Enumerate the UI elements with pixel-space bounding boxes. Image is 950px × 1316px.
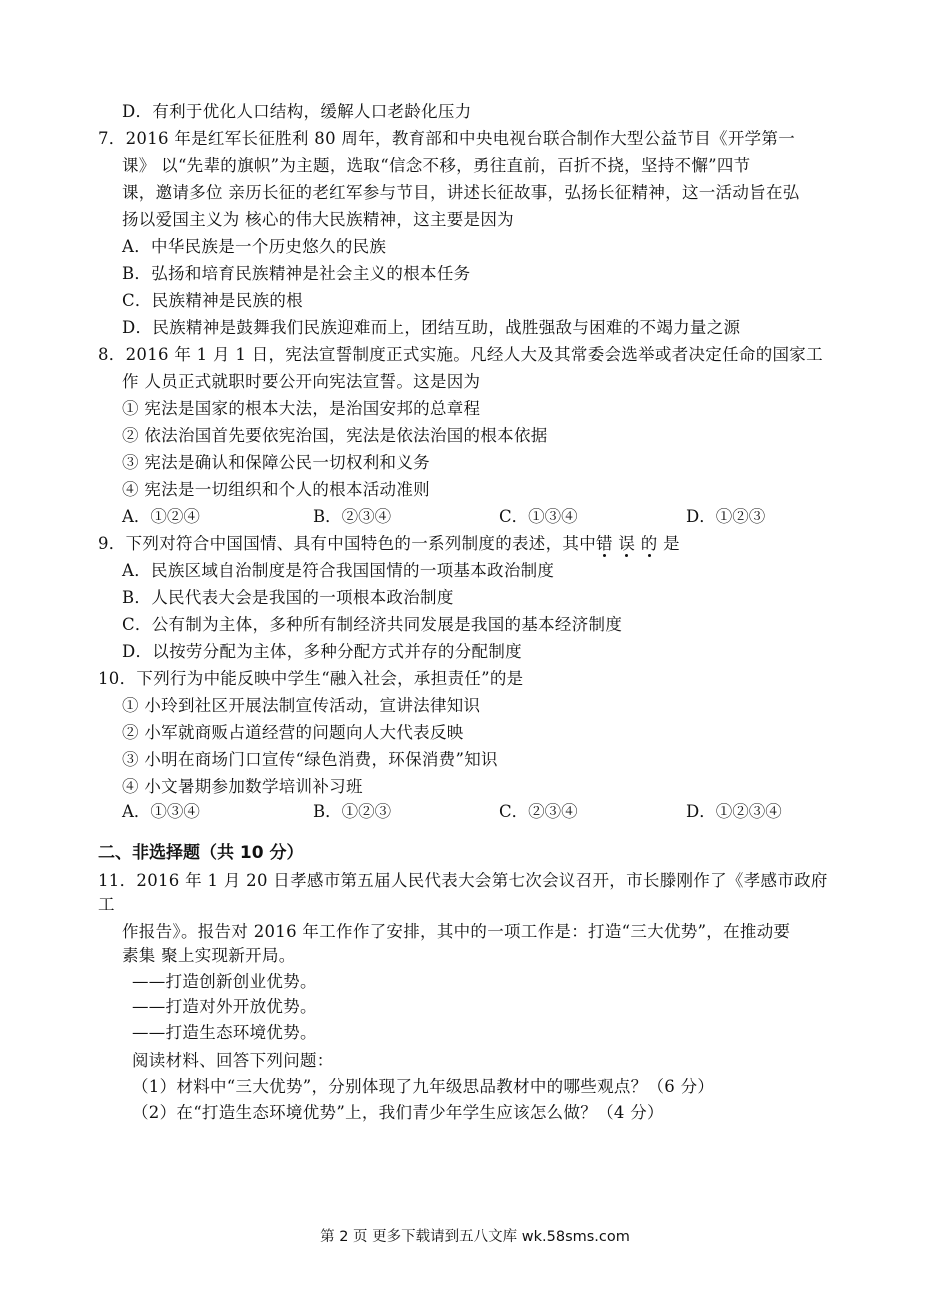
q8-choice-d: D．①②③ (686, 507, 766, 526)
q9-option-a: A．民族区域自治制度是符合我国国情的一项基本政治制度 (122, 561, 555, 580)
q10-statement-2: ② 小军就商贩占道经营的问题向人大代表反映 (122, 723, 464, 742)
q9-option-c: C．公有制为主体，多种所有制经济共同发展是我国的基本经济制度 (122, 615, 623, 634)
q10-statement-3: ③ 小明在商场门口宣传“绿色消费，环保消费”知识 (122, 750, 498, 769)
q11-question-1: （1）材料中“三大优势”，分别体现了九年级思品教材中的哪些观点？（6 分） (132, 1077, 715, 1096)
q9-option-b: B．人民代表大会是我国的一项根本政治制度 (122, 588, 454, 607)
section-heading: 二、非选择题（共 10 分） (98, 843, 304, 863)
q9-stem-suffix: 是 (663, 534, 680, 553)
q9-stem (98, 532, 680, 556)
q8-statement-4: ④ 宪法是一切组织和个人的根本活动准则 (122, 480, 430, 499)
q9-emph-1: 错 (596, 534, 613, 553)
q7-option-a: A．中华民族是一个历史悠久的民族 (122, 237, 387, 256)
q8-choice-c: C．①③④ (499, 507, 578, 526)
q7-option-d: D．民族精神是鼓舞我们民族迎难而上，团结互助，战胜强敌与困难的不竭力量之源 (122, 318, 741, 337)
q8-choice-a: A．①②④ (122, 507, 200, 526)
page-footer: 第 2 页 更多下载请到五八文库 wk.58sms.com (320, 1229, 630, 1245)
q9-emph-2: 误 (618, 534, 636, 553)
q8-statement-1: ① 宪法是国家的根本大法，是治国安邦的总章程 (122, 399, 481, 418)
q7-stem-line-3: 课，邀请多位 亲历长征的老红军参与节目，讲述长征故事，弘扬长征精神，这一活动旨在弘 (122, 183, 800, 202)
q11-stem-line-3: 作报告》。报告对 2016 年工作作了安排，其中的一项工作是：打造“三大优势”，在推动要 (122, 922, 791, 941)
q10-choice-b: B．①②③ (313, 802, 392, 821)
q10-choice-d: D．①②③④ (686, 802, 782, 821)
q7-stem-line-1: 7．2016 年是红军长征胜利 80 周年，教育部和中央电视台联合制作大型公益节目《开学第一 (98, 129, 796, 148)
q6-option-d: D．有利于优化人口结构，缓解人口老龄化压力 (122, 102, 472, 121)
q11-bullet-2: ——打造对外开放优势。 (132, 997, 317, 1016)
q7-stem-line-4: 扬以爱国主义为 核心的伟大民族精神，这主要是因为 (122, 210, 514, 229)
q9-emph-3: 的 (640, 534, 658, 553)
q9-option-d: D．以按劳分配为主体，多种分配方式并存的分配制度 (122, 642, 522, 661)
q8-choice-b: B．②③④ (313, 507, 392, 526)
q7-option-b: B．弘扬和培育民族精神是社会主义的根本任务 (122, 264, 471, 283)
q8-stem-line-1: 8．2016 年 1 月 1 日，宪法宣誓制度正式实施。凡经人大及其常委会选举或者决定任命的国家工 (98, 345, 823, 364)
q11-bullet-3: ——打造生态环境优势。 (132, 1023, 317, 1042)
q8-statement-2: ② 依法治国首先要依宪治国，宪法是依法治国的根本依据 (122, 426, 548, 445)
q10-statement-4: ④ 小文暑期参加数学培训补习班 (122, 777, 363, 796)
q8-statement-3: ③ 宪法是确认和保障公民一切权利和义务 (122, 453, 430, 472)
q11-question-2: （2）在“打造生态环境优势”上，我们青少年学生应该怎么做？（4 分） (132, 1103, 664, 1122)
q11-bullet-1: ——打造创新创业优势。 (132, 972, 317, 991)
q7-option-c: C．民族精神是民族的根 (122, 291, 303, 310)
q11-stem-line-1: 11．2016 年 1 月 20 日孝感市第五届人民代表大会第七次会议召开，市长滕刚作了《孝感市政府 (98, 871, 828, 890)
q10-stem: 10．下列行为中能反映中学生“融入社会，承担责任”的是 (98, 669, 524, 688)
q10-statement-1: ① 小玲到社区开展法制宣传活动，宣讲法律知识 (122, 696, 481, 715)
q11-stem-line-4: 素集 聚上实现新开局。 (122, 946, 296, 965)
q10-choice-a: A．①③④ (122, 802, 200, 821)
q10-choice-c: C．②③④ (499, 802, 578, 821)
q7-stem-line-2: 课》 以“先辈的旗帜”为主题，选取“信念不移，勇往直前，百折不挠，坚持不懈”四节 (122, 156, 751, 175)
q9-stem-prefix: 9．下列对符合中国国情、具有中国特色的一系列制度的表述，其中 (98, 534, 596, 553)
q11-instruction: 阅读材料、回答下列问题： (132, 1051, 334, 1070)
q11-stem-line-2: 工 (98, 895, 115, 914)
q8-stem-line-2: 作 人员正式就职时要公开向宪法宣誓。这是因为 (122, 372, 481, 391)
